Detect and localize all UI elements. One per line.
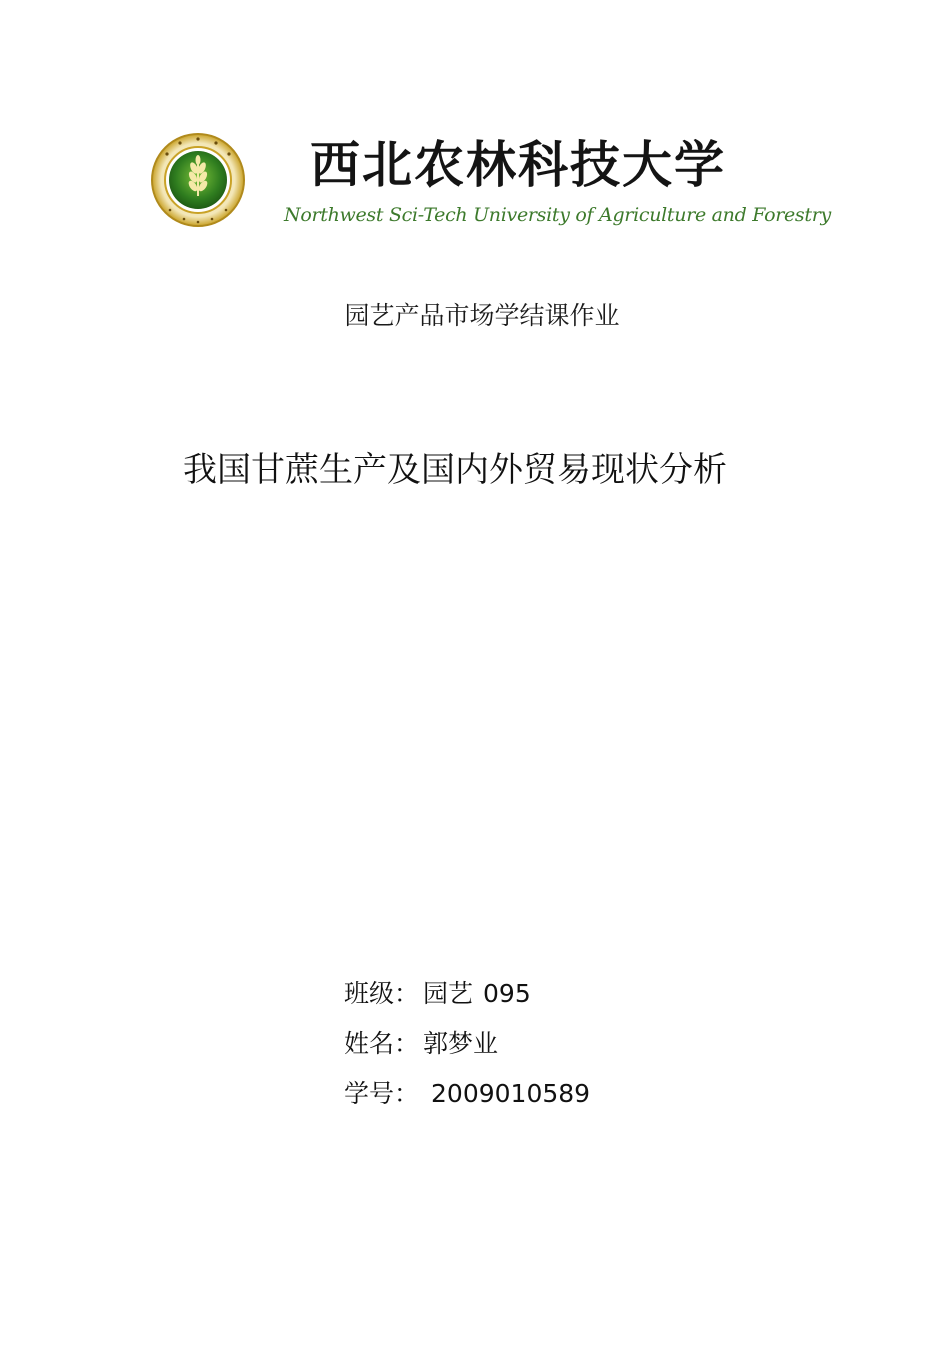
class-label: 班级： (344, 979, 420, 1008)
student-id-label: 学号： (344, 1079, 420, 1108)
student-id-value: 2009010589 (431, 1079, 591, 1108)
student-info (344, 975, 744, 1125)
name-row (344, 1025, 744, 1075)
name-label: 姓名： (344, 1029, 420, 1058)
class-value (423, 975, 531, 1013)
name-value: 郭梦业 (423, 1029, 499, 1058)
class-row (344, 975, 744, 1025)
university-name-english: Northwest Sci-Tech University of Agriculture and Forestry (284, 204, 831, 226)
class-number: 095 (483, 979, 531, 1008)
student-id-row (344, 1075, 744, 1125)
class-name: 园艺 (423, 979, 474, 1008)
university-name-chinese: 西北农林科技大学 (310, 135, 726, 194)
university-emblem-icon (150, 132, 246, 228)
course-assignment-heading: 园艺产品市场学结课作业 (344, 301, 620, 330)
paper-title: 我国甘蔗生产及国内外贸易现状分析 (183, 450, 727, 490)
